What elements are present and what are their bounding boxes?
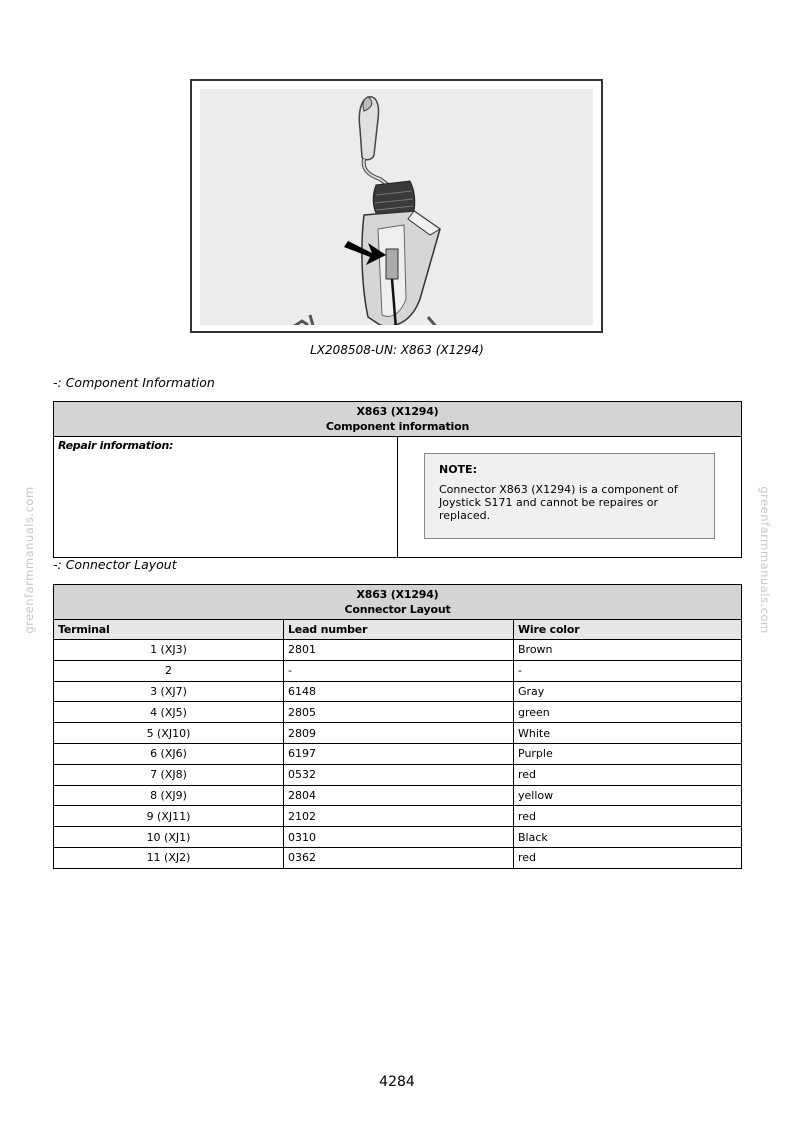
col-lead-number: Lead number xyxy=(284,620,514,640)
col-terminal: Terminal xyxy=(54,620,284,640)
joystick-figure xyxy=(190,79,603,333)
component-info-title: X863 (X1294) Component information xyxy=(54,402,742,437)
table-row: 11 (XJ2) 0362 red xyxy=(54,847,742,868)
table-row: 3 (XJ7) 6148 Gray xyxy=(54,681,742,702)
figure-caption: LX208508-UN: X863 (X1294) xyxy=(310,343,484,357)
figure-illustration xyxy=(200,89,593,325)
watermark-right: greenfarmmanuals.com xyxy=(758,486,772,634)
connector-layout-title: X863 (X1294) Connector Layout xyxy=(54,585,742,620)
table-row: 10 (XJ1) 0310 Black xyxy=(54,827,742,848)
joystick-illustration xyxy=(200,89,593,325)
note-text: Connector X863 (X1294) is a component of Joystick S171 and cannot be repaires or replaced. xyxy=(439,483,678,522)
col-wire-color: Wire color xyxy=(514,620,742,640)
table-row: 6 (XJ6) 6197 Purple xyxy=(54,743,742,764)
page-number: 4284 xyxy=(379,1074,415,1090)
connector-layout-heading: -: Connector Layout xyxy=(53,557,177,572)
table-row: 4 (XJ5) 2805 green xyxy=(54,702,742,723)
table-row: 5 (XJ10) 2809 White xyxy=(54,723,742,744)
column-header-row xyxy=(54,620,742,640)
table-row: 8 (XJ9) 2804 yellow xyxy=(54,785,742,806)
watermark-left: greenfarmmanuals.com xyxy=(22,486,36,634)
component-info-table xyxy=(53,401,742,558)
component-info-heading: -: Component Information xyxy=(53,375,215,390)
note-title: NOTE: xyxy=(439,463,477,476)
table-row: 1 (XJ3) 2801 Brown xyxy=(54,640,742,661)
note-box xyxy=(424,453,715,539)
table-row: 9 (XJ11) 2102 red xyxy=(54,806,742,827)
table-row: 2 - - xyxy=(54,660,742,681)
connector-layout-table xyxy=(53,584,742,869)
note-cell xyxy=(398,437,742,558)
repair-info-label: Repair information: xyxy=(54,437,398,558)
table-row: 7 (XJ8) 0532 red xyxy=(54,764,742,785)
